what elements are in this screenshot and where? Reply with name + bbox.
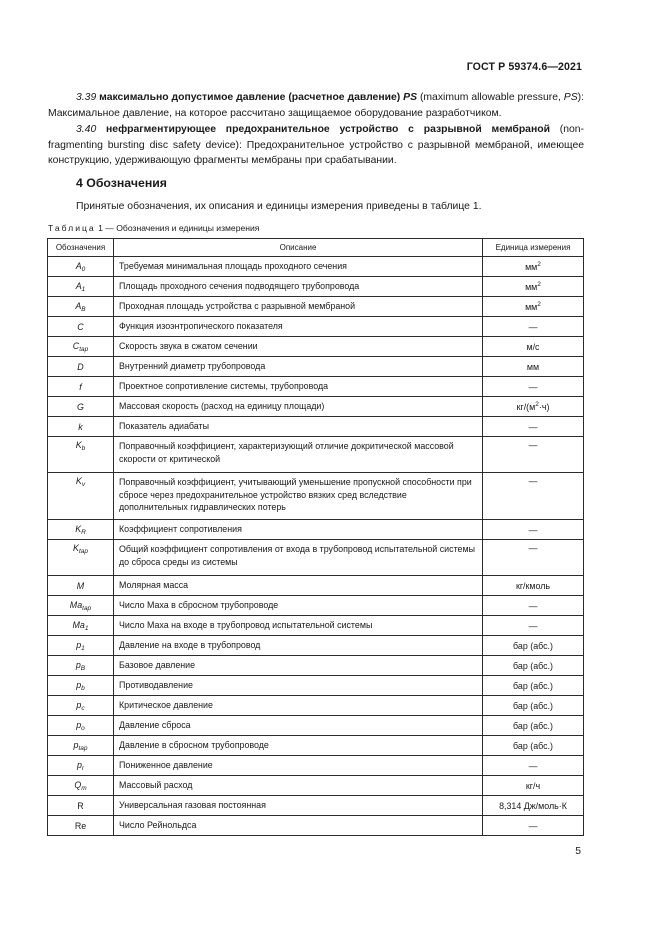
- description-cell: Число Маха на входе в трубопровод испытательной системы: [114, 616, 483, 636]
- table-row: [48, 796, 584, 816]
- symbol-cell: $p_r$: [48, 756, 114, 776]
- description-cell: Критическое давление: [114, 696, 483, 716]
- table-row: [48, 437, 584, 473]
- document-code: ГОСТ Р 59374.6—2021: [466, 61, 582, 73]
- table-row: [48, 656, 584, 676]
- symbols-table: [47, 238, 584, 836]
- unit-cell: 8,314 Дж/моль·К: [483, 796, 584, 816]
- symbol-cell: $p_B$: [48, 656, 114, 676]
- table-row: [48, 377, 584, 397]
- table-row: [48, 636, 584, 656]
- description-cell: Коэффициент сопротивления: [114, 520, 483, 540]
- header-symbol: Обозначения: [48, 239, 114, 257]
- symbol-cell: D: [48, 357, 114, 377]
- term-english: (non-fragmenting bursting disc safety device):: [48, 124, 585, 151]
- table-row: [48, 716, 584, 736]
- symbol-cell: $Q_m$: [48, 776, 114, 796]
- unit-cell: —: [483, 756, 584, 776]
- symbol-cell: $p_b$: [48, 676, 114, 696]
- table-row: [48, 736, 584, 756]
- description-cell: Противодавление: [114, 676, 483, 696]
- unit-cell: —: [483, 540, 584, 576]
- unit-cell: —: [483, 417, 584, 437]
- term-number: 3.39: [76, 92, 97, 103]
- symbol-cell: $K_b$: [48, 437, 114, 473]
- table-row: [48, 776, 584, 796]
- description-cell: Проектное сопротивление системы, трубопровода: [114, 377, 483, 397]
- term-symbol: PS: [403, 92, 418, 103]
- page-number: 5: [575, 846, 581, 857]
- table-row: [48, 337, 584, 357]
- term-english-symbol: PS: [563, 92, 578, 103]
- symbol-cell: $C_{tap}$: [48, 337, 114, 357]
- table-row: [48, 816, 584, 836]
- symbol-cell: $Ma_1$: [48, 616, 114, 636]
- section-heading: 4 Обозначения: [76, 176, 167, 190]
- unit-cell: бар (абс.): [483, 716, 584, 736]
- symbol-cell: M: [48, 576, 114, 596]
- description-cell: Массовый расход: [114, 776, 483, 796]
- symbol-cell: $Ma_{tap}$: [48, 596, 114, 616]
- unit-cell: $кг/(м^2\cdot ч)$: [483, 397, 584, 417]
- term-name: максимально допустимое давление (расчетное давление): [99, 92, 401, 103]
- description-cell: Молярная масса: [114, 576, 483, 596]
- symbol-cell: C: [48, 317, 114, 337]
- description-cell: Проходная площадь устройства с разрывной мембраной: [114, 297, 483, 317]
- term-definition: Максимальное давление, на которое рассчитано защищаемое оборудование разработчиком.: [48, 107, 502, 119]
- term-number: 3.40: [76, 124, 97, 135]
- table-header-row: [48, 239, 584, 257]
- description-cell: Поправочный коэффициент, характеризующий отличие докритической массовой скорости от критической: [114, 437, 483, 473]
- symbol-cell: $K_{tap}$: [48, 540, 114, 576]
- unit-cell: $мм^2$: [483, 277, 584, 297]
- description-cell: Базовое давление: [114, 656, 483, 676]
- symbol-cell: $p_o$: [48, 716, 114, 736]
- table-caption-text: 1 — Обозначения и единицы измерения: [98, 223, 260, 233]
- description-cell: Пониженное давление: [114, 756, 483, 776]
- term-3-39: [48, 90, 584, 121]
- unit-cell: бар (абс.): [483, 656, 584, 676]
- description-cell: Давление на входе в трубопровод: [114, 636, 483, 656]
- description-cell: Площадь проходного сечения подводящего трубопровода: [114, 277, 483, 297]
- term-name: нефрагментирующее предохранительное устройство с разрывной мембраной: [106, 124, 550, 135]
- symbol-cell: R: [48, 796, 114, 816]
- symbol-cell: $K_v$: [48, 473, 114, 520]
- description-cell: Внутренний диаметр трубопровода: [114, 357, 483, 377]
- table-row: [48, 696, 584, 716]
- symbol-cell: $p_1$: [48, 636, 114, 656]
- description-cell: Скорость звука в сжатом сечении: [114, 337, 483, 357]
- unit-cell: —: [483, 377, 584, 397]
- unit-cell: —: [483, 473, 584, 520]
- unit-cell: —: [483, 616, 584, 636]
- symbol-cell: f: [48, 377, 114, 397]
- symbol-cell: $p_{tap}$: [48, 736, 114, 756]
- table-row: [48, 473, 584, 520]
- unit-cell: —: [483, 317, 584, 337]
- table-row: [48, 676, 584, 696]
- description-cell: Показатель адиабаты: [114, 417, 483, 437]
- table-row: [48, 576, 584, 596]
- term-english: (maximum allowable pressure,: [419, 92, 561, 103]
- table-row: [48, 317, 584, 337]
- table-caption: [48, 223, 259, 233]
- unit-cell: —: [483, 596, 584, 616]
- unit-cell: м/с: [483, 337, 584, 357]
- description-cell: Массовая скорость (расход на единицу площади): [114, 397, 483, 417]
- header-description: Описание: [114, 239, 483, 257]
- unit-cell: кг/кмоль: [483, 576, 584, 596]
- term-3-40: [48, 122, 584, 169]
- unit-cell: —: [483, 816, 584, 836]
- table-row: [48, 297, 584, 317]
- term-definition: Предохранительное устройство с разрывной мембраной, имеющее конструкцию, удерживающую фрагменты мембраны при срабатывании.: [48, 139, 584, 166]
- symbol-cell: Re: [48, 816, 114, 836]
- symbol-cell: $p_c$: [48, 696, 114, 716]
- description-cell: Давление сброса: [114, 716, 483, 736]
- unit-cell: бар (абс.): [483, 736, 584, 756]
- unit-cell: —: [483, 437, 584, 473]
- section-intro: Принятые обозначения, их описания и единицы измерения приведены в таблице 1.: [76, 201, 482, 212]
- unit-cell: —: [483, 520, 584, 540]
- unit-cell: мм: [483, 357, 584, 377]
- description-cell: Число Рейнольдса: [114, 816, 483, 836]
- table-row: [48, 540, 584, 576]
- term-english-close: ):: [577, 92, 585, 103]
- unit-cell: бар (абс.): [483, 696, 584, 716]
- description-cell: Общий коэффициент сопротивления от входа в трубопровод испытательной системы до сброса среды из системы: [114, 540, 483, 576]
- table-row: [48, 616, 584, 636]
- unit-cell: бар (абс.): [483, 636, 584, 656]
- table-caption-word: Таблица: [48, 223, 96, 233]
- description-cell: Давление в сбросном трубопроводе: [114, 736, 483, 756]
- symbol-cell: $A_0$: [48, 257, 114, 277]
- table-row: [48, 596, 584, 616]
- table-row: [48, 417, 584, 437]
- table-row: [48, 257, 584, 277]
- symbol-cell: $K_R$: [48, 520, 114, 540]
- symbol-cell: $A_B$: [48, 297, 114, 317]
- symbol-cell: k: [48, 417, 114, 437]
- symbol-cell: $A_1$: [48, 277, 114, 297]
- table-row: [48, 397, 584, 417]
- unit-cell: $мм^2$: [483, 257, 584, 277]
- unit-cell: $мм^2$: [483, 297, 584, 317]
- description-cell: Поправочный коэффициент, учитывающий уменьшение пропускной способности при сбросе через предохранительное устройство вязких сред вследствие дополнительных гидравлических потерь: [114, 473, 483, 520]
- description-cell: Универсальная газовая постоянная: [114, 796, 483, 816]
- table-row: [48, 756, 584, 776]
- unit-cell: бар (абс.): [483, 676, 584, 696]
- table-body: [48, 257, 584, 836]
- header-unit: Единица измерения: [483, 239, 584, 257]
- description-cell: Требуемая минимальная площадь проходного сечения: [114, 257, 483, 277]
- description-cell: Функция изоэнтропического показателя: [114, 317, 483, 337]
- table-row: [48, 277, 584, 297]
- table-row: [48, 520, 584, 540]
- symbol-cell: G: [48, 397, 114, 417]
- table-row: [48, 357, 584, 377]
- unit-cell: кг/ч: [483, 776, 584, 796]
- description-cell: Число Маха в сбросном трубопроводе: [114, 596, 483, 616]
